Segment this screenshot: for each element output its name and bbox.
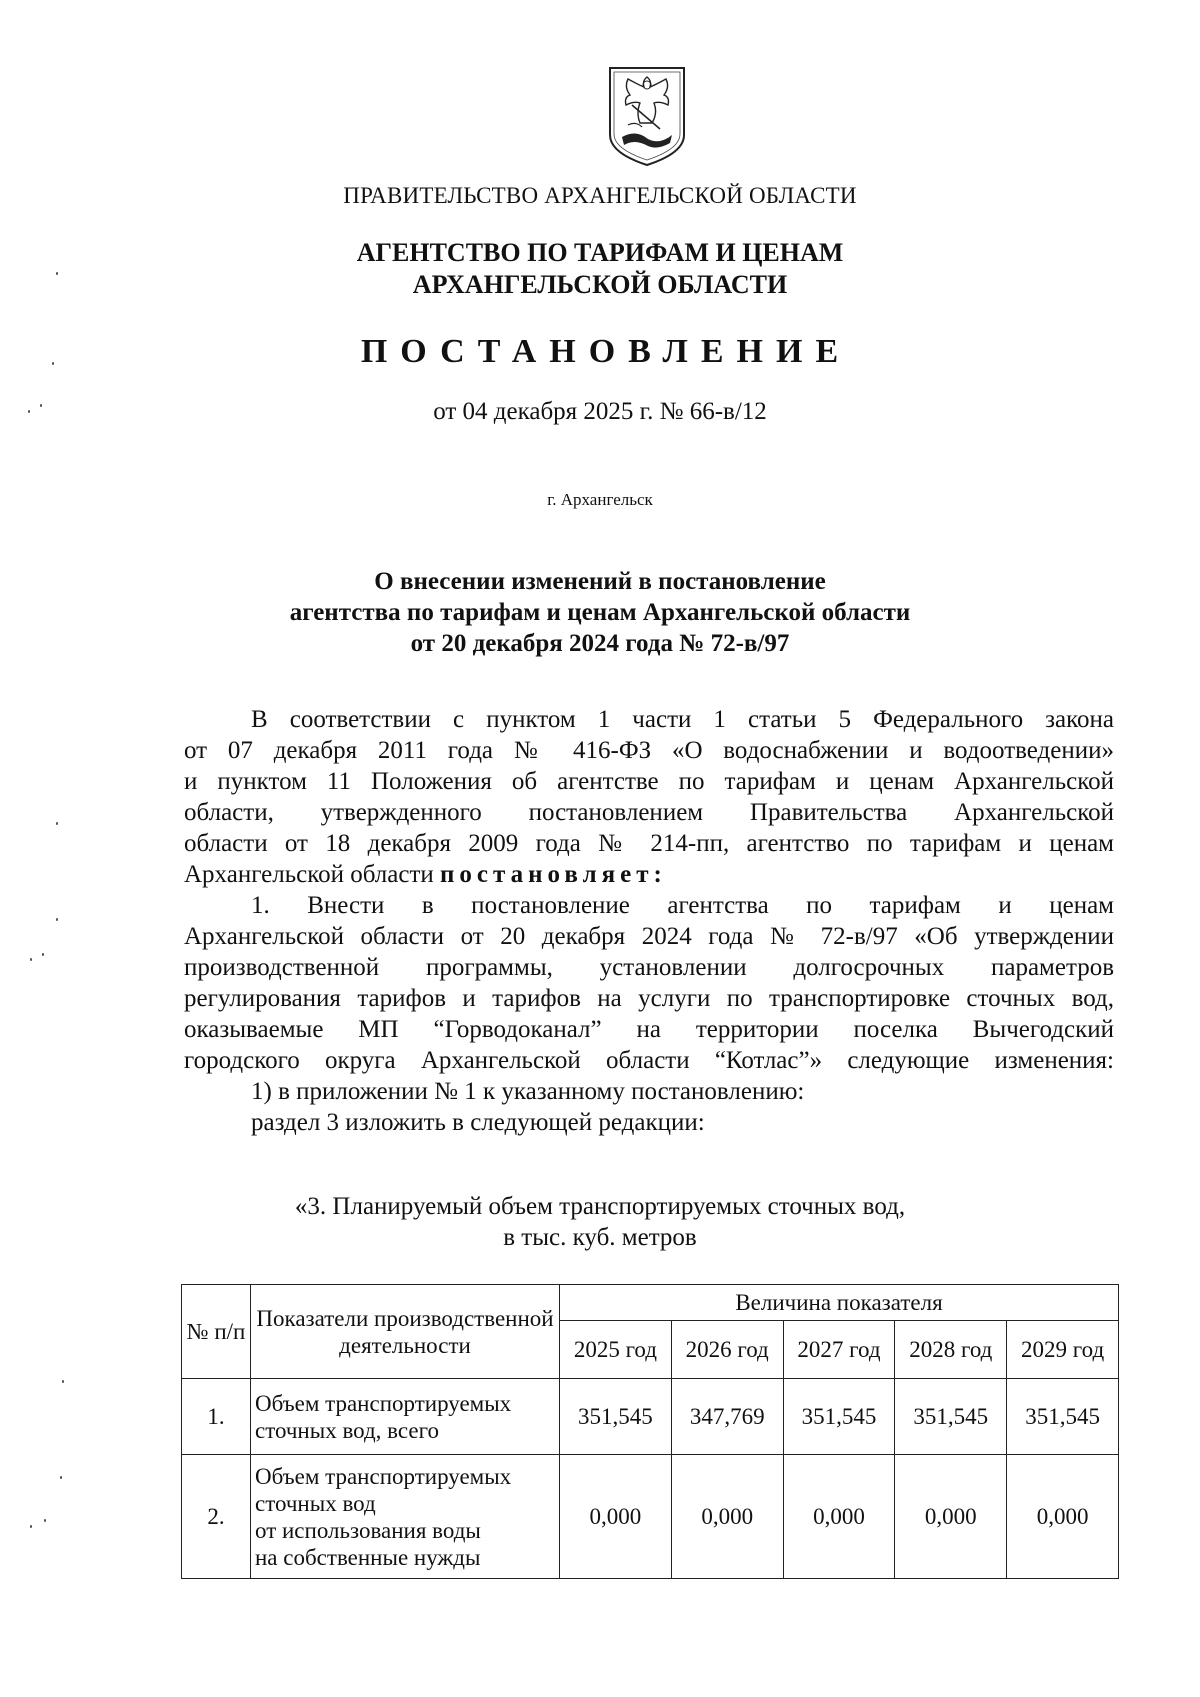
preamble-line: и пунктом 11 Положения об агентстве по тарифам и ценам Архангельской	[184, 768, 1114, 795]
indicator-line: сточных вод	[255, 1490, 376, 1516]
row-number: 2.	[182, 1455, 251, 1579]
table-row	[182, 1379, 1119, 1455]
item-1-line: регулирования тарифов и тарифов на услуги по транспортировке сточных вод,	[184, 985, 1114, 1012]
table-header-row	[182, 1285, 1119, 1321]
header-year: 2026 год	[671, 1321, 783, 1379]
header-year: 2029 год	[1007, 1321, 1119, 1379]
document-subject	[0, 566, 1200, 659]
header-year: 2025 год	[560, 1321, 672, 1379]
scan-speck	[44, 1519, 46, 1522]
row-value: 347,769	[671, 1379, 783, 1455]
row-value: 351,545	[783, 1379, 895, 1455]
item-1-line: оказываемые МП “Горводоканал” на территории поселка Вычегодский	[184, 1016, 1114, 1043]
indicator-line: от использования воды	[255, 1517, 481, 1543]
subitem-instruction: раздел 3 изложить в следующей редакции:	[251, 1109, 705, 1136]
preamble-line: В соответствии с пунктом 1 части 1 статьи 5 Федерального закона	[251, 706, 1114, 733]
item-1-line: Архангельской области от 20 декабря 2024 года № 72-в/97 «Об утверждении	[184, 923, 1114, 950]
preamble-paragraph	[184, 704, 1114, 890]
row-value: 0,000	[895, 1455, 1007, 1579]
section-title-line-2: в тыс. куб. метров	[503, 1224, 697, 1251]
preamble-last-line	[184, 859, 1114, 890]
scan-speck	[30, 1525, 32, 1528]
item-1-line: производственной программы, установлении долгосрочных параметров	[184, 954, 1114, 981]
row-value: 0,000	[783, 1455, 895, 1579]
indicator-line: Объем транспортируемых	[255, 1390, 512, 1416]
indicator-line: сточных вод, всего	[255, 1417, 439, 1443]
section-3-title	[0, 1191, 1200, 1253]
agency-name-line-1: АГЕНТСТВО ПО ТАРИФАМ И ЦЕНАМ	[356, 238, 844, 267]
section-title-line-1: «3. Планируемый объем транспортируемых сточных вод,	[294, 1193, 906, 1220]
row-value: 351,545	[560, 1379, 672, 1455]
indicator-line: на собственные нужды	[255, 1544, 481, 1570]
indicator-line: Объем транспортируемых	[255, 1463, 512, 1489]
preamble-line: области, утвержденного постановлением Правительства Архангельской	[184, 799, 1114, 826]
scan-speck	[40, 404, 42, 407]
row-indicator	[251, 1379, 560, 1455]
scan-speck	[62, 1380, 64, 1383]
subitem-1: 1) в приложении № 1 к указанному постановлению:	[251, 1078, 805, 1105]
item-1-paragraph	[184, 890, 1114, 1138]
scan-speck	[56, 272, 58, 275]
agency-name-line-2: АРХАНГЕЛЬСКОЙ ОБЛАСТИ	[412, 270, 788, 299]
scan-speck	[56, 918, 58, 921]
subject-line-2: агентства по тарифам и ценам Архангельской области	[289, 599, 911, 626]
subject-line-3: от 20 декабря 2024 года № 72-в/97	[410, 630, 790, 657]
coat-of-arms-emblem	[606, 65, 688, 167]
row-value: 351,545	[895, 1379, 1007, 1455]
item-1-line: городского округа Архангельской области “Котлас”» следующие изменения:	[184, 1047, 1114, 1074]
header-value-group: Величина показателя	[560, 1285, 1119, 1321]
scan-speck	[56, 822, 58, 825]
header-year: 2027 год	[783, 1321, 895, 1379]
header-year: 2028 год	[895, 1321, 1007, 1379]
row-value: 351,545	[1007, 1379, 1119, 1455]
row-value: 0,000	[560, 1455, 672, 1579]
subject-line-1: О внесении изменений в постановление	[374, 568, 826, 595]
row-number: 1.	[182, 1379, 251, 1455]
document-type-title: ПОСТАНОВЛЕНИЕ	[360, 333, 852, 370]
government-name: ПРАВИТЕЛЬСТВО АРХАНГЕЛЬСКОЙ ОБЛАСТИ	[343, 183, 857, 208]
scan-speck	[60, 1476, 62, 1479]
item-1-line: 1. Внести в постановление агентства по тарифам и ценам	[251, 892, 1114, 919]
scan-speck	[30, 958, 32, 961]
row-value: 0,000	[1007, 1455, 1119, 1579]
document-city: г. Архангельск	[547, 490, 653, 509]
header-indicator-col: Показатели производственной деятельности	[251, 1285, 560, 1379]
row-value: 0,000	[671, 1455, 783, 1579]
row-indicator	[251, 1455, 560, 1579]
preamble-line: области от 18 декабря 2009 года № 214-пп, агентство по тарифам и ценам	[184, 830, 1114, 857]
scan-speck	[42, 953, 44, 956]
preamble-last-text: Архангельской области	[184, 861, 441, 888]
header-number-col: № п/п	[182, 1285, 251, 1379]
scan-speck	[52, 362, 54, 365]
document-date-number: от 04 декабря 2025 г. № 66-в/12	[433, 398, 767, 425]
preamble-line: от 07 декабря 2011 года № 416-ФЗ «О водоснабжении и водоотведении»	[184, 737, 1114, 764]
resolves-word: постановляет:	[440, 861, 667, 888]
scan-speck	[28, 410, 30, 413]
table-row	[182, 1455, 1119, 1579]
wastewater-volume-table	[181, 1284, 1119, 1579]
